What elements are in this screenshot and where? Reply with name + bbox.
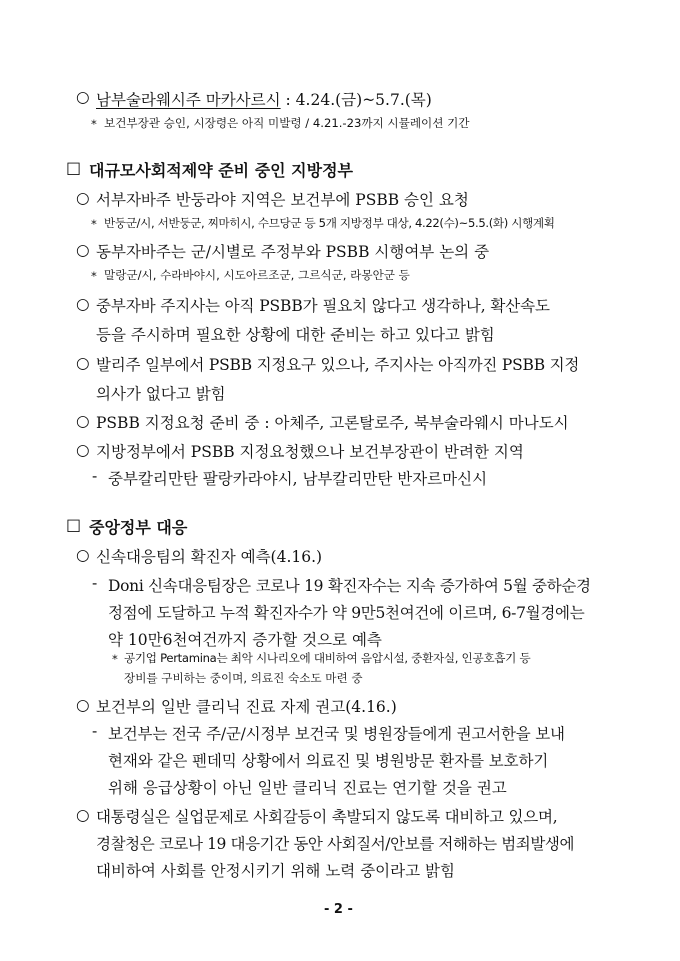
circle-bullet: ○	[76, 696, 90, 714]
s1-item5: PSBB 지정요청 준비 중 : 아체주, 고론탈로주, 북부술라웨시 마나도시	[96, 414, 569, 432]
s2-item3-line1: 대통령실은 실업문제로 사회갈등이 촉발되지 않도록 대비하고 있으며,	[96, 808, 558, 826]
s2-item2-sub-line2: 현재와 같은 펜데믹 상황에서 의료진 및 병원방문 환자를 보호하기	[108, 752, 549, 770]
s2-item1-note-line1: 공기업 Pertamina는 최악 시나리오에 대비하여 음압시설, 중환자실, 인공호흡기 등	[124, 651, 531, 665]
s2-item2: 보건부의 일반 클리닉 진료 자제 권고(4.16.)	[96, 698, 397, 716]
s1-item2-note: 말랑군/시, 수라바야시, 시도아르조군, 그르식군, 라몽안군 등	[104, 268, 410, 282]
star-bullet: *	[91, 217, 97, 231]
s1-item3-line2: 등을 주시하며 필요한 상황에 대한 준비는 하고 있다고 밝힘	[96, 326, 495, 344]
top-item	[96, 88, 432, 110]
s2-item1-note-line2: 장비를 구비하는 중이며, 의료진 숙소도 마련 중	[124, 671, 363, 685]
section1-title: 대규모사회적제약 준비 중인 지방정부	[89, 161, 354, 180]
page-number: - 2 -	[324, 902, 353, 917]
s2-item3-line2: 경찰청은 코로나 19 대응기간 동안 사회질서/안보를 저해하는 범죄발생에	[96, 835, 575, 853]
circle-bullet: ○	[76, 241, 90, 259]
circle-bullet: ○	[76, 441, 90, 459]
star-bullet: *	[91, 117, 97, 131]
circle-bullet: ○	[76, 546, 90, 564]
circle-bullet: ○	[76, 806, 90, 824]
s2-item1-sub-line1: Doni 신속대응팀장은 코로나 19 확진자수는 지속 증가하여 5월 중하순경	[108, 577, 591, 595]
s1-item4-line1: 발리주 일부에서 PSBB 지정요구 있으나, 주지사는 아직까진 PSBB 지정	[96, 356, 580, 374]
s1-item3-line1: 중부자바 주지사는 아직 PSBB가 필요치 않다고 생각하나, 확산속도	[96, 297, 550, 315]
star-bullet: *	[112, 652, 118, 666]
top-period: : 4.24.(금)~5.7.(목)	[280, 91, 432, 109]
top-region: 남부술라웨시주 마카사르시	[96, 91, 281, 109]
s1-item4-line2: 의사가 없다고 밝힘	[96, 385, 226, 403]
star-bullet: *	[91, 269, 97, 283]
circle-bullet: ○	[76, 354, 90, 372]
dash-bullet: -	[92, 467, 98, 485]
s1-item6: 지방정부에서 PSBB 지정요청했으나 보건부장관이 반려한 지역	[96, 443, 524, 461]
circle-bullet: ○	[76, 295, 90, 313]
section2-title: 중앙정부 대응	[89, 518, 188, 537]
s2-item2-sub-line1: 보건부는 전국 주/군/시정부 보건국 및 병원장들에게 권고서한을 보내	[108, 725, 565, 743]
s1-item1-note: 반둥군/시, 서반둥군, 찌마히시, 수므당군 등 5개 지방정부 대상, 4.22(수)~5.5.(화) 시행계획	[104, 216, 555, 230]
s2-item1-sub-line3: 약 10만6천여건까지 증가할 것으로 예측	[108, 631, 382, 649]
s2-item3-line3: 대비하여 사회를 안정시키기 위해 노력 중이라고 밝힘	[96, 862, 455, 880]
s1-item6-sub: 중부칼리만탄 팔랑카라야시, 남부칼리만탄 반자르마신시	[108, 470, 488, 488]
section1-box: □	[66, 158, 82, 177]
s1-item1: 서부자바주 반둥라야 지역은 보건부에 PSBB 승인 요청	[96, 191, 469, 209]
s2-item1-sub-line2: 정점에 도달하고 누적 확진자수가 약 9만5천여건에 이르며, 6-7월경에는	[108, 604, 585, 622]
circle-bullet: ○	[76, 88, 90, 106]
section2-box: □	[66, 515, 82, 534]
dash-bullet: -	[92, 574, 98, 592]
dash-bullet: -	[92, 722, 98, 740]
s1-item2: 동부자바주는 군/시별로 주정부와 PSBB 시행여부 논의 중	[96, 243, 490, 261]
s2-item1: 신속대응팀의 확진자 예측(4.16.)	[96, 548, 323, 566]
circle-bullet: ○	[76, 412, 90, 430]
s2-item2-sub-line3: 위해 응급상황이 아닌 일반 클리닉 진료는 연기할 것을 권고	[108, 779, 507, 797]
top-note: 보건부장관 승인, 시장령은 아직 미발령 / 4.21.-23까지 시뮬레이션 기간	[104, 116, 470, 130]
circle-bullet: ○	[76, 189, 90, 207]
